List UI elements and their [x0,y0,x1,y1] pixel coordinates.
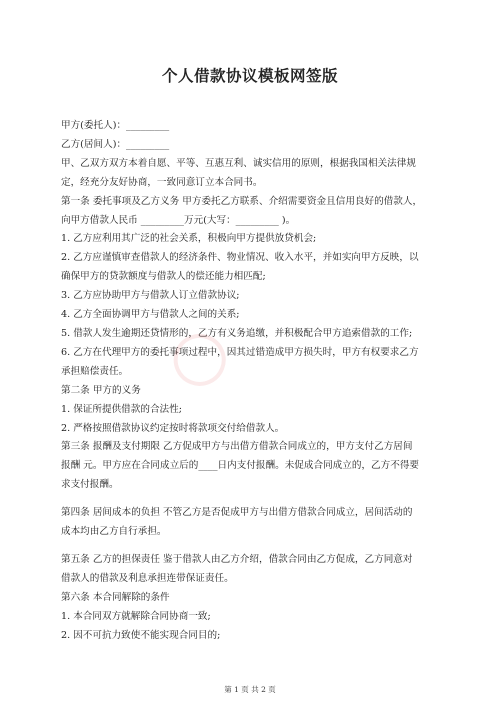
document-line: 承担赔偿责任。 [61,365,129,377]
document-title: 个人借款协议模板网签版 [161,67,338,85]
document-line: 向甲方借款人民币 _________万元(大写：_________ )。 [61,214,296,226]
document-line: 乙方(居间人)：_________ [61,138,170,150]
document-line: 1. 乙方应利用其广泛的社会关系，积极向甲方提供放贷机会; [61,233,317,245]
document-line: 第四条 居间成本的负担 不管乙方是否促成甲方与出借方借款合同成立，居间活动的 [61,507,413,519]
document-line: 2. 乙方应谨慎审查借款人的经济条件、物业情况、收入水平，并如实向甲方反映，以 [61,252,419,264]
document-line: 第五条 乙方的担保责任 鉴于借款人由乙方介绍，借款合同由乙方促成，乙方同意对 [61,553,413,565]
document-line: 4. 乙方全面协调甲方与借款人之间的关系; [61,309,240,321]
document-line: 5. 借款人发生逾期还贷情形的，乙方有义务追缴，并积极配合甲方追索借款的工作; [61,327,413,339]
document-line: 第三条 报酬及支付期限 乙方促成甲方与出借方借款合同成立的，甲方支付乙方居间 [61,441,413,453]
paragraph-gap [61,542,453,551]
document-line: 报酬 元。甲方应在合同成立后的____日内支付报酬。未促成合同成立的，乙方不得要 [61,460,420,472]
document-line: 2. 因不可抗力致使不能实现合同目的; [61,629,221,641]
document-line: 第一条 委托事项及乙方义务 甲方委托乙方联系、介绍需要资金且信用良好的借款人， [61,195,423,207]
document-line: 第六条 本合同解除的条件 [61,591,170,603]
document-line: 6. 乙方在代理甲方的委托事项过程中，因其过错造成甲方损失时，甲方有权要求乙方 [61,346,419,358]
document-line: 甲、乙双方双方本着自愿、平等、互惠互利、诚实信用的原则，根据我国相关法律规 [61,157,416,169]
document-body [61,117,453,645]
page-footer: 第 1 页 共 2 页 [224,685,276,694]
document-line: 1. 本合同双方就解除合同协商一致; [61,610,211,622]
document-line: 求支付报酬。 [61,479,119,491]
document-line: 1. 保证所提供借款的合法性; [61,403,182,415]
document-line: 确保甲方的贷款额度与借款人的偿还能力相匹配; [61,271,266,283]
document-line: 2. 严格按照借款协议约定按时将款项交付给借款人。 [61,422,285,434]
document-line: 3. 乙方应协助甲方与借款人订立借款协议; [61,290,240,302]
paragraph-gap [61,495,453,504]
document-line: 第二条 甲方的义务 [61,384,141,396]
document-line: 甲方(委托人)：_________ [61,120,170,131]
document-line: 借款人的借款及利息承担连带保证责任。 [61,572,234,584]
document-line: 定，经充分友好协商，一致同意订立本合同书。 [61,176,263,188]
document-line: 成本均由乙方自行承担。 [61,526,167,538]
